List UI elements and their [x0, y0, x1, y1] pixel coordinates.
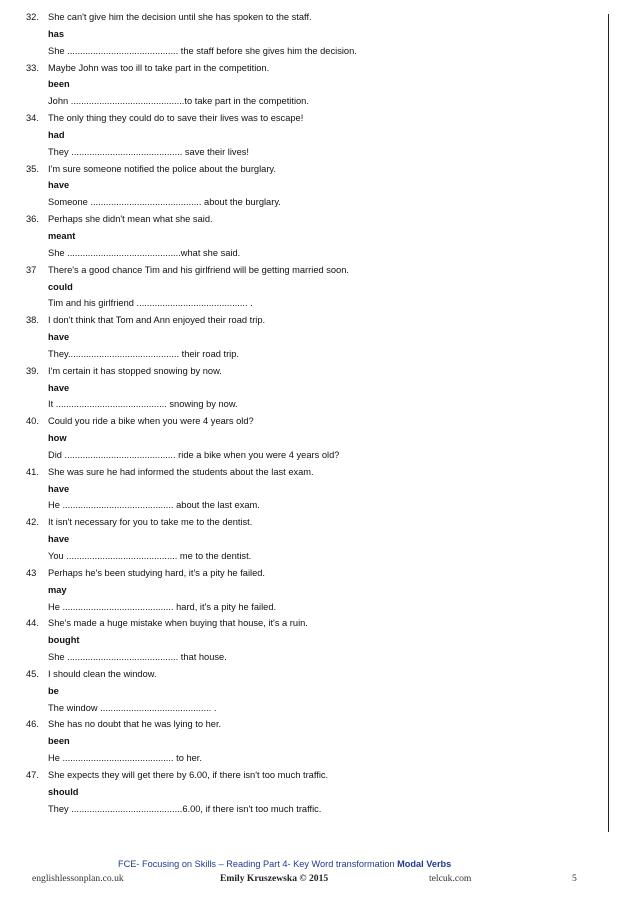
item-keyword-text: should — [48, 786, 79, 797]
item-prompt — [0, 750, 600, 767]
item-sentence — [0, 413, 600, 430]
item-prompt — [0, 396, 600, 413]
item-keyword — [0, 329, 600, 346]
item-keyword — [0, 733, 600, 750]
item-keyword — [0, 683, 600, 700]
item-prompt — [0, 599, 600, 616]
item-number: 37 — [26, 264, 37, 275]
item-keyword — [0, 380, 600, 397]
item-sentence — [0, 565, 600, 582]
item-number: 40. — [26, 416, 39, 427]
item-prompt-text: Someone ........................................... about the burglary. — [48, 197, 281, 208]
item-keyword — [0, 127, 600, 144]
item-keyword — [0, 481, 600, 498]
item-number: 32. — [26, 12, 39, 22]
item-prompt — [0, 245, 600, 262]
footer-site-right[interactable]: telcuk.com — [429, 873, 472, 884]
item-prompt-text: Did ........................................... ride a bike when you were 4 years old? — [48, 449, 340, 460]
item-prompt — [0, 346, 600, 363]
item-sentence-text: She can't give him the decision until she has spoken to the staff. — [48, 12, 312, 22]
page-number: 5 — [572, 873, 577, 884]
item-keyword-text: have — [48, 332, 70, 343]
item-prompt-text: John ............................................to take part in the competition. — [48, 96, 309, 107]
item-number: 44. — [26, 618, 39, 629]
item-number: 42. — [26, 517, 39, 528]
item-sentence-text: I'm sure someone notified the police about the burglary. — [48, 163, 276, 174]
item-prompt-text: She ........................................... the staff before she gives him the decision. — [48, 45, 357, 56]
item-number: 41. — [26, 466, 39, 477]
item-prompt — [0, 649, 600, 666]
item-prompt — [0, 93, 600, 110]
footer-title-bold: Modal Verbs — [397, 859, 452, 869]
item-keyword — [0, 26, 600, 43]
item-keyword-text: be — [48, 685, 59, 696]
item-sentence-text: She was sure he had informed the students about the last exam. — [48, 466, 314, 477]
item-sentence-text: Perhaps he's been studying hard, it's a pity he failed. — [48, 567, 265, 578]
item-keyword-text: been — [48, 79, 70, 90]
item-prompt — [0, 144, 600, 161]
item-prompt-text: They........................................... their road trip. — [48, 348, 239, 359]
item-keyword — [0, 177, 600, 194]
item-prompt-text: They ........................................... save their lives! — [48, 146, 249, 157]
item-number: 45. — [26, 668, 39, 679]
item-sentence-text: I should clean the window. — [48, 668, 157, 679]
item-keyword-text: has — [48, 28, 65, 39]
item-number: 47. — [26, 769, 39, 780]
item-sentence-text: The only thing they could do to save their lives was to escape! — [48, 113, 304, 124]
item-prompt-text: It ........................................... snowing by now. — [48, 399, 238, 410]
item-prompt — [0, 497, 600, 514]
item-keyword-text: may — [48, 584, 67, 595]
item-number: 33. — [26, 62, 39, 73]
item-prompt-text: You ........................................... me to the dentist. — [48, 551, 252, 561]
item-number: 38. — [26, 315, 39, 326]
item-keyword — [0, 784, 600, 801]
item-sentence — [0, 211, 600, 228]
item-sentence — [0, 312, 600, 329]
item-keyword — [0, 632, 600, 649]
item-keyword-text: have — [48, 180, 70, 191]
item-keyword-text: could — [48, 281, 73, 292]
item-sentence — [0, 767, 600, 784]
item-prompt-text: He ........................................... hard, it's a pity he failed. — [48, 601, 277, 612]
item-number: 43 — [26, 567, 37, 578]
item-sentence — [0, 262, 600, 279]
item-number: 34. — [26, 113, 39, 124]
item-keyword — [0, 76, 600, 93]
item-sentence-text: Maybe John was too ill to take part in the competition. — [48, 62, 270, 73]
item-sentence-text: She expects they will get there by 6.00, if there isn't too much traffic. — [48, 769, 329, 780]
item-keyword — [0, 228, 600, 245]
item-prompt-text: She ............................................what she said. — [48, 247, 241, 258]
item-sentence — [0, 60, 600, 77]
item-sentence — [0, 161, 600, 178]
item-sentence-text: There's a good chance Tim and his girlfriend will be getting married soon. — [48, 264, 349, 275]
item-keyword-text: have — [48, 534, 70, 545]
item-prompt-text: They ...........................................6.00, if there isn't too much traffic. — [48, 803, 322, 814]
footer-author: Emily Kruszewska © 2015 — [220, 873, 329, 884]
item-keyword — [0, 279, 600, 296]
item-sentence-text: It isn't necessary for you to take me to the dentist. — [48, 517, 253, 528]
item-sentence — [0, 615, 600, 632]
item-prompt — [0, 548, 600, 565]
item-sentence-text: I'm certain it has stopped snowing by now. — [48, 365, 222, 376]
item-sentence — [0, 9, 600, 26]
item-number: 36. — [26, 214, 39, 225]
item-sentence-text: I don't think that Tom and Ann enjoyed their road trip. — [48, 315, 266, 326]
item-keyword-text: have — [48, 483, 70, 494]
item-sentence — [0, 666, 600, 683]
right-margin-rule — [608, 14, 609, 832]
item-prompt — [0, 295, 600, 312]
item-sentence — [0, 363, 600, 380]
item-sentence-text: Perhaps she didn't mean what she said. — [48, 214, 213, 225]
item-sentence — [0, 514, 600, 531]
exercise-list — [0, 9, 600, 818]
item-keyword-text: bought — [48, 635, 80, 646]
item-prompt — [0, 700, 600, 717]
item-number: 46. — [26, 719, 39, 730]
item-keyword-text: how — [48, 433, 67, 444]
item-prompt — [0, 801, 600, 818]
item-keyword — [0, 531, 600, 548]
item-sentence-text: She has no doubt that he was lying to her. — [48, 719, 222, 730]
item-number: 39. — [26, 365, 39, 376]
footer-title-text: FCE- Focusing on Skills – Reading Part 4- Key Word transformation — [118, 859, 395, 869]
footer-site-left[interactable]: englishlessonplan.co.uk — [32, 873, 124, 884]
item-sentence — [0, 110, 600, 127]
item-keyword — [0, 582, 600, 599]
item-prompt-text: She ........................................... that house. — [48, 652, 227, 663]
item-prompt-text: The window ........................................... . — [48, 702, 217, 713]
item-sentence-text: She's made a huge mistake when buying that house, it's a ruin. — [48, 618, 308, 629]
item-prompt-text: He ........................................... to her. — [48, 753, 202, 764]
item-prompt — [0, 194, 600, 211]
item-sentence-text: Could you ride a bike when you were 4 years old? — [48, 416, 254, 427]
item-keyword-text: had — [48, 129, 65, 140]
item-prompt-text: He ........................................... about the last exam. — [48, 500, 260, 511]
item-number: 35. — [26, 163, 39, 174]
footer-title — [118, 859, 451, 869]
item-prompt — [0, 447, 600, 464]
item-sentence — [0, 464, 600, 481]
item-prompt-text: Tim and his girlfriend ........................................... . — [48, 298, 253, 309]
item-sentence — [0, 716, 600, 733]
item-keyword-text: have — [48, 382, 70, 393]
item-keyword — [0, 430, 600, 447]
item-keyword-text: meant — [48, 230, 76, 241]
item-prompt — [0, 43, 600, 60]
item-keyword-text: been — [48, 736, 70, 747]
